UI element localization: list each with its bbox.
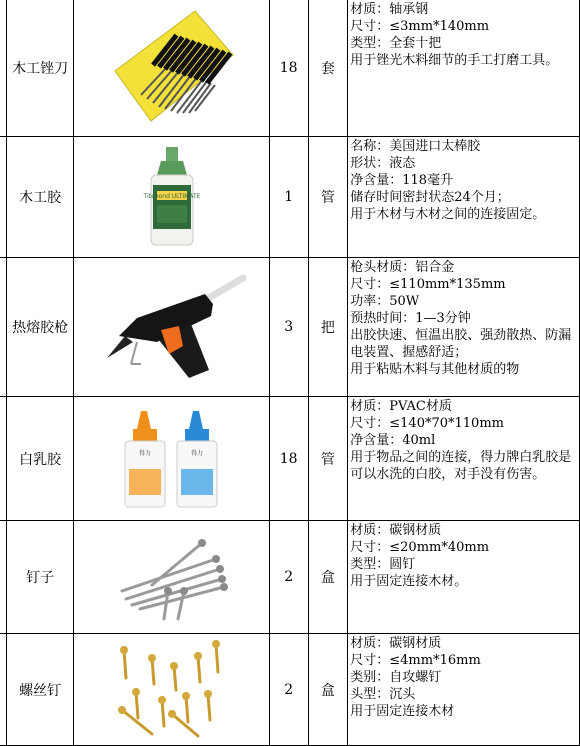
item-specs	[348, 258, 580, 397]
item-quantity: 3	[269, 258, 308, 397]
glue-gun-icon	[97, 272, 247, 382]
spec-line: 用于固定连接木材	[350, 704, 455, 719]
white-glue-bottles-icon	[117, 407, 227, 511]
spec-line: 尺寸：≤140*70*110mm	[350, 416, 504, 431]
item-quantity: 18	[269, 397, 308, 521]
spec-line: 名称：美国进口太棒胶	[350, 139, 481, 154]
spec-line: 尺寸：≤20mm*40mm	[350, 540, 490, 555]
spec-line: 用于粘贴木料与其他材质的物	[350, 362, 520, 377]
spec-line: 头型：沉头	[350, 687, 416, 702]
item-quantity: 2	[269, 634, 308, 746]
nails-icon	[112, 529, 232, 625]
item-unit: 盒	[308, 634, 348, 746]
bottle-brand-text: 得力	[190, 449, 203, 457]
spec-line: 类型：全套十把	[350, 36, 442, 51]
spec-line: 类型：圆钉	[350, 557, 416, 572]
spec-line: 用于锉光木料细节的手工打磨工具。	[350, 53, 559, 68]
item-unit: 盒	[308, 521, 348, 634]
table-row	[0, 258, 580, 397]
item-unit: 把	[308, 258, 348, 397]
item-specs	[348, 521, 580, 634]
screws-icon	[112, 638, 232, 742]
item-name: 热熔胶枪	[6, 258, 73, 397]
spec-line: 净含量：118毫升	[350, 173, 454, 188]
item-specs	[348, 634, 580, 746]
item-quantity: 1	[269, 137, 308, 258]
spec-line: 用于物品之间的连接，得力牌白乳胶是可以水洗的白胶，对手没有伤害。	[350, 450, 572, 482]
table-row	[0, 397, 580, 521]
spec-line: 尺寸：≤110mm*135mm	[350, 277, 506, 292]
item-image-cell	[74, 258, 269, 397]
item-unit: 套	[308, 0, 348, 137]
item-name: 木工胶	[6, 137, 73, 258]
spec-line: 材质：轴承钢	[350, 2, 429, 17]
item-name: 钉子	[6, 521, 73, 634]
table-row	[0, 634, 580, 746]
spec-line: 类别：自攻螺钉	[350, 670, 442, 685]
spec-line: 材质：PVAC材质	[350, 399, 452, 414]
item-specs	[348, 397, 580, 521]
bottle-label-text: Titebond ULTIMATE	[143, 193, 200, 200]
item-image-cell	[74, 0, 269, 137]
item-image-cell	[74, 521, 269, 634]
table-row	[0, 137, 580, 258]
spec-line: 尺寸：≤3mm*140mm	[350, 19, 490, 34]
item-name: 白乳胶	[6, 397, 73, 521]
spec-line: 尺寸：≤4mm*16mm	[350, 653, 481, 668]
spec-line: 用于固定连接木材。	[350, 574, 468, 589]
spec-line: 出胶快速、恒温出胶、强劲散热、防漏电装置、握感舒适；	[350, 328, 572, 360]
table-row	[0, 521, 580, 634]
item-image-cell	[74, 137, 269, 258]
spec-line: 功率：50W	[350, 294, 420, 309]
spec-line: 用于木材与木材之间的连接固定。	[350, 207, 546, 222]
item-quantity: 18	[269, 0, 308, 137]
spec-line: 储存时间密封状态24个月；	[350, 190, 510, 205]
item-image-cell	[74, 397, 269, 521]
spec-line: 材质：碳钢材质	[350, 636, 442, 651]
bottle-brand-text: 得力	[138, 449, 151, 457]
wood-glue-bottle-icon	[137, 145, 207, 249]
spec-line: 净含量：40ml	[350, 433, 436, 448]
item-unit: 管	[308, 137, 348, 258]
item-quantity: 2	[269, 521, 308, 634]
item-image-cell	[74, 634, 269, 746]
spec-line: 形状：液态	[350, 156, 416, 171]
spec-line: 材质：碳钢材质	[350, 523, 442, 538]
item-specs	[348, 137, 580, 258]
spec-line: 预热时间：1—3分钟	[350, 311, 471, 326]
item-name: 螺丝钉	[6, 634, 73, 746]
spec-line: 枪头材质：铝合金	[350, 260, 455, 275]
item-unit: 管	[308, 397, 348, 521]
table-row	[0, 0, 580, 137]
item-name: 木工锉刀	[6, 0, 73, 137]
item-specs	[348, 0, 580, 137]
rasp-set-icon	[107, 9, 237, 127]
